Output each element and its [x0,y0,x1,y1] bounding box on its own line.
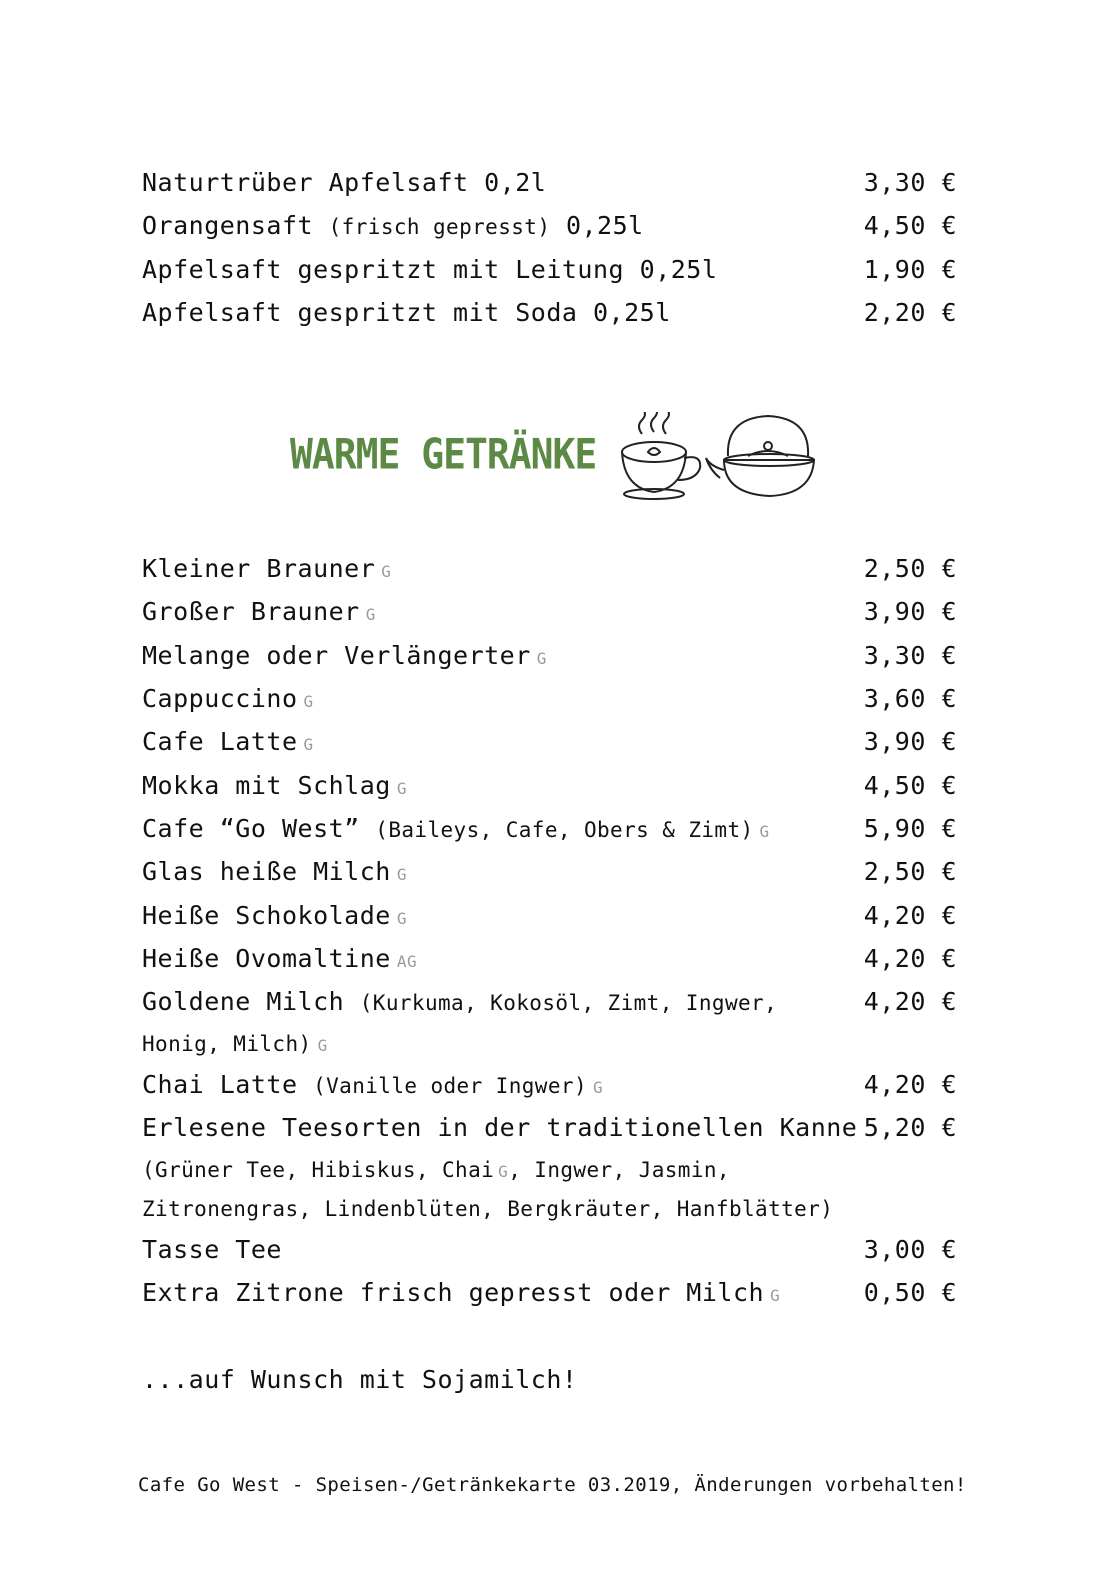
item-name: Apfelsaft gespritzt mit Leitung 0,25l [142,255,718,284]
menu-item-apfelsaft-soda [142,298,957,327]
allergen-tag: G [592,1078,604,1097]
allergen-tag: G [317,1036,328,1055]
item-price: 0,50 € [863,1278,957,1307]
soy-milk-note: ...auf Wunsch mit Sojamilch! [142,1365,578,1394]
allergen-tag: G [365,605,376,624]
item-name: Mokka mit Schlag [142,771,391,800]
item-price: 4,20 € [863,987,957,1016]
item-detail: (Kurkuma, Kokosöl, Zimt, Ingwer, [359,991,778,1015]
item-name: Orangensaft [142,211,314,240]
item-price: 4,20 € [863,1070,957,1099]
allergen-tag: G [381,562,392,581]
item-detail: Honig, Milch) [142,1032,312,1056]
item-detail: (frisch gepresst) [328,215,551,239]
item-price: 4,20 € [863,944,957,973]
item-name: Großer Brauner [142,597,360,626]
item-name: Heiße Schokolade [142,901,391,930]
item-price: 5,90 € [863,814,957,843]
allergen-tag: G [303,692,314,711]
menu-item-melange [142,641,957,670]
item-price: 5,20 € [863,1113,957,1142]
hot-drinks-illustration [612,412,816,504]
menu-item-heisse-schokolade [142,901,957,930]
item-name: Apfelsaft gespritzt mit Soda 0,25l [142,298,671,327]
item-name: Naturtrüber Apfelsaft 0,2l [142,168,547,197]
menu-item-kleiner-brauner [142,554,957,583]
allergen-tag: G [770,1286,781,1305]
allergen-tag: G [396,909,407,928]
item-detail: , Ingwer, Jasmin, [508,1158,730,1182]
item-price: 2,50 € [863,857,957,886]
item-price: 2,50 € [863,554,957,583]
menu-item-orangensaft [142,211,957,240]
allergen-tag: G [396,779,407,798]
allergen-tag: AG [396,952,418,971]
item-name: Tasse Tee [142,1235,282,1264]
teapot-icon [706,416,814,496]
menu-item-heisse-ovomaltine [142,944,957,973]
menu-item-goldene-milch [142,987,957,1016]
section-heading-warme-getraenke: WARME GETRÄNKE [290,429,597,479]
item-price: 4,50 € [863,211,957,240]
item-price: 3,60 € [863,684,957,713]
item-price: 1,90 € [863,255,957,284]
menu-item-apfelsaft-leitung [142,255,957,284]
allergen-tag: G [303,735,314,754]
item-price: 3,90 € [863,727,957,756]
item-detail: (Grüner Tee, Hibiskus, Chai [142,1158,495,1182]
item-price: 3,90 € [863,597,957,626]
item-name: Extra Zitrone frisch gepresst oder Milch [142,1278,765,1307]
menu-item-cafe-go-west [142,814,957,843]
item-size: 0,25l [565,211,644,240]
item-name: Cafe “Go West” [142,814,360,843]
item-name: Heiße Ovomaltine [142,944,391,973]
allergen-tag: G [536,649,547,668]
item-name: Goldene Milch [142,987,345,1016]
item-name: Kleiner Brauner [142,554,376,583]
item-name: Cafe Latte [142,727,298,756]
menu-item-chai-latte [142,1070,957,1099]
item-name: Erlesene Teesorten in der traditionellen Kanne [142,1113,858,1142]
item-name: Melange oder Verlängerter [142,641,531,670]
item-name: Glas heiße Milch [142,857,391,886]
allergen-tag: G [396,865,407,884]
item-detail: (Baileys, Cafe, Obers & Zimt) [375,818,754,842]
item-price: 3,30 € [863,168,957,197]
tea-varieties-line-2: Zitronengras, Lindenblüten, Bergkräuter, Hanfblätter) [142,1197,834,1221]
menu-item-erlesene-teesorten [142,1113,957,1142]
item-price: 3,30 € [863,641,957,670]
item-price: 2,20 € [863,298,957,327]
item-name: Cappuccino [142,684,298,713]
menu-item-mokka-mit-schlag [142,771,957,800]
coffee-cup-icon [622,412,700,499]
menu-item-naturtrueber-apfelsaft [142,168,957,197]
tea-varieties-line-1 [142,1158,730,1182]
menu-item-extra-zitrone [142,1278,957,1307]
goldene-milch-continuation [142,1032,328,1056]
item-detail: (Vanille oder Ingwer) [313,1074,587,1098]
menu-item-glas-heisse-milch [142,857,957,886]
allergen-tag: G [498,1162,509,1181]
item-name: Chai Latte [142,1070,298,1099]
item-price: 3,00 € [863,1235,957,1264]
menu-item-cappuccino [142,684,957,713]
menu-item-tasse-tee [142,1235,957,1264]
item-price: 4,50 € [863,771,957,800]
menu-item-grosser-brauner [142,597,957,626]
menu-item-cafe-latte [142,727,957,756]
page-footer: Cafe Go West - Speisen-/Getränkekarte 03.2019, Änderungen vorbehalten! [138,1474,967,1496]
item-price: 4,20 € [863,901,957,930]
allergen-tag: G [759,822,770,841]
